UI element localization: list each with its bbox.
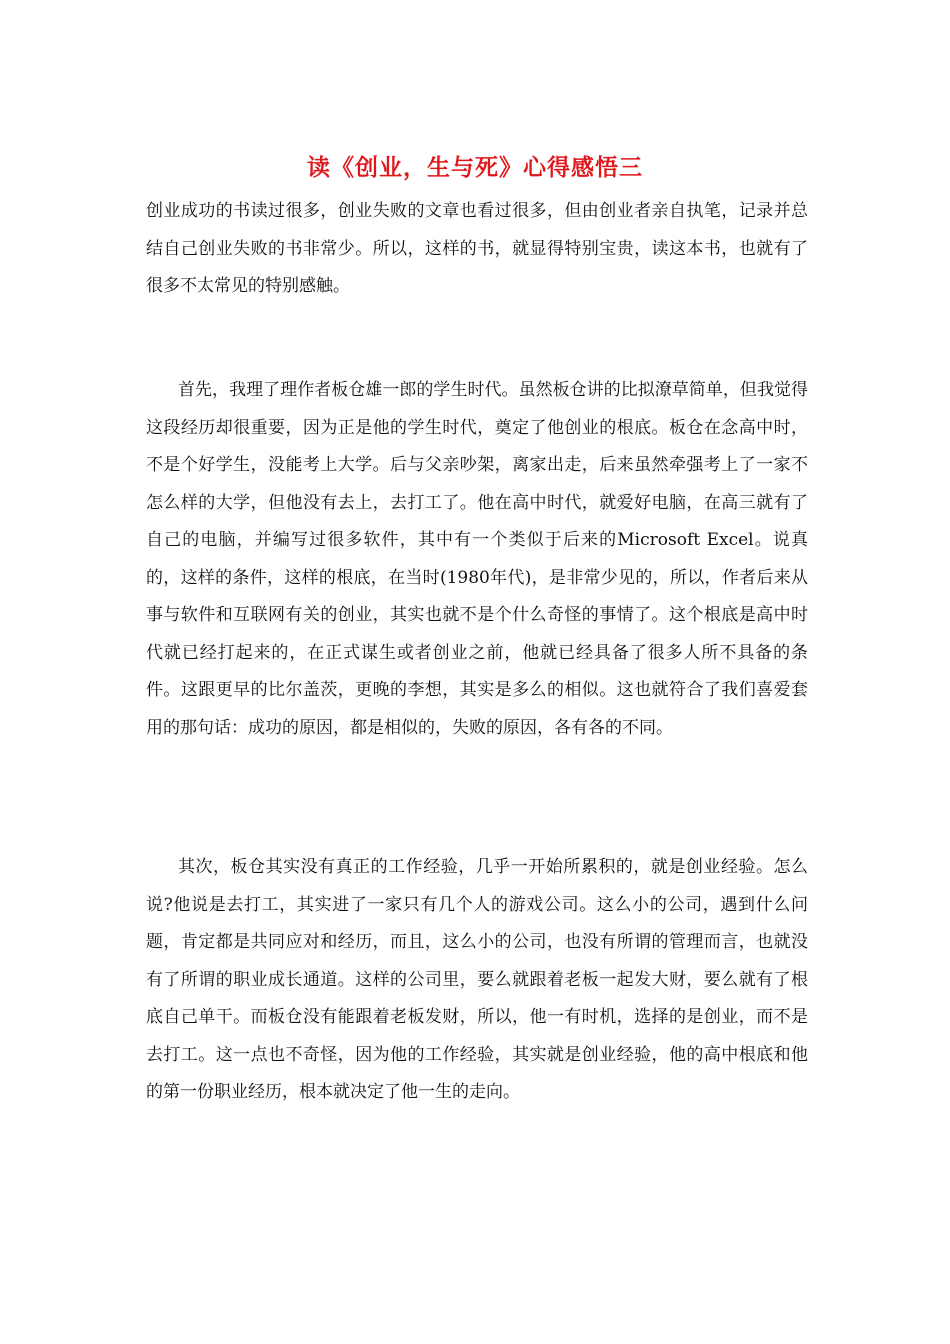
paragraph-intro: 创业成功的书读过很多，创业失败的文章也看过很多，但由创业者亲自执笔，记录并总结自己创业失败的书非常少。所以，这样的书，就显得特别宝贵，读这本书，也就有了很多不太常见的特别感触。	[146, 201, 808, 296]
document-title: 读《创业，生与死》心得感悟三	[307, 154, 643, 181]
paragraph-work-experience: 其次，板仓其实没有真正的工作经验，几乎一开始所累积的，就是创业经验。怎么说?他说是去打工，其实进了一家只有几个人的游戏公司。这么小的公司，遇到什么问题，肯定都是共同应对和经历，而且，这么小的公司，也没有所谓的管理而言，也就没有了所谓的职业成长通道。这样的公司里，要么就跟着老板一起发大财，要么就有了根底自己单干。而板仓没有能跟着老板发财，所以，他一有时机，选择的是创业，而不是去打工。这一点也不奇怪，因为他的工作经验，其实就是创业经验，他的高中根底和他的第一份职业经历，根本就决定了他一生的走向。	[146, 857, 808, 1102]
paragraph-student-era: 首先，我理了理作者板仓雄一郎的学生时代。虽然板仓讲的比拟潦草简单，但我觉得这段经历却很重要，因为正是他的学生时代，奠定了他创业的根底。板仓在念高中时，不是个好学生，没能考上大学。后与父亲吵架，离家出走，后来虽然牵强考上了一家不怎么样的大学，但他没有去上，去打工了。他在高中时代，就爱好电脑，在高三就有了自己的电脑，并编写过很多软件，其中有一个类似于后来的Microsoft Excel。说真的，这样的条件，这样的根底，在当时(1980年代)，是非常少见的，所以，作者后来从事与软件和互联网有关的创业，其实也就不是个什么奇怪的事情了。这个根底是高中时代就已经打起来的，在正式谋生或者创业之前，他就已经具备了很多人所不具备的条件。这跟更早的比尔盖茨，更晚的李想，其实是多么的相似。这也就符合了我们喜爱套用的那句话：成功的原因，都是相似的，失败的原因，各有各的不同。	[146, 380, 808, 738]
